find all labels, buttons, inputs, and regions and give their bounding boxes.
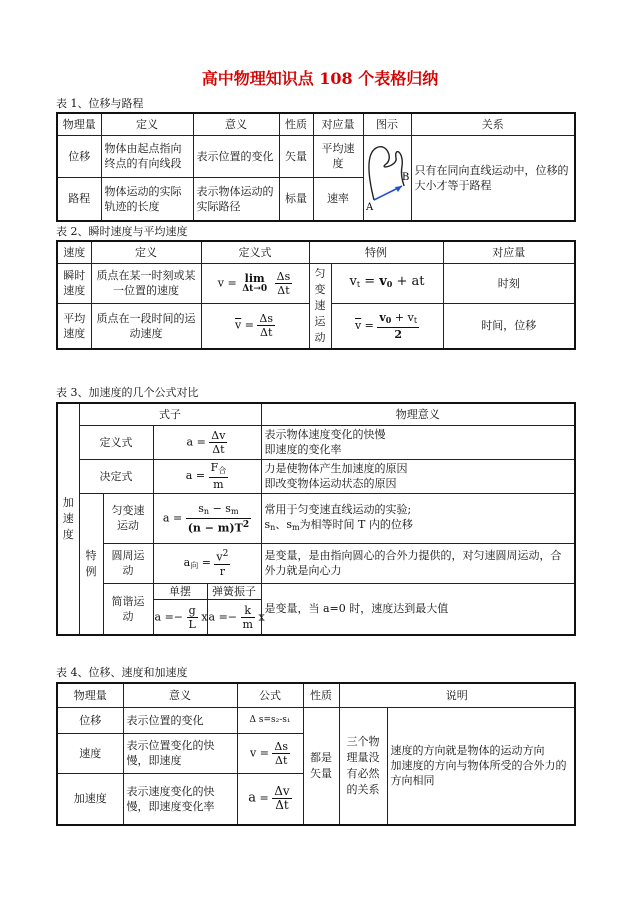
t2-header: 速度 [57,241,91,263]
t1-header: 关系 [411,113,575,135]
shm-spring-label: 弹簧振子 [207,584,261,600]
formula-var: s [198,501,204,515]
formula-sub: t [413,315,418,325]
formula-minus: − [212,501,222,515]
formula-den: Δt [275,798,289,813]
t3-header: 式子 [79,403,261,425]
t2-header: 特例 [309,241,443,263]
formula-var: x [201,610,208,623]
formula-sub: t [356,280,361,289]
note-line: 速度的方向就是物体的运动方向 [390,744,545,758]
formula-neg: − [173,610,183,623]
formula-den: Δt [260,326,273,340]
t1-header: 意义 [193,113,279,135]
separator: 、 [275,517,287,531]
t4-displacement-formula: Δ s=s₂-s₁ [237,707,303,733]
t4-header: 性质 [303,683,339,707]
t4-header: 意义 [123,683,237,707]
t4-row-name: 位移 [57,707,123,733]
t3-meaning: 是变量，当 a=0 时，速度达到最大值 [261,583,575,635]
t4-row-name: 速度 [57,733,123,773]
t2-row-name: 瞬时速度 [57,263,91,303]
t1-cell: 标量 [279,178,313,221]
formula-den: L [188,617,196,631]
t2-average-velocity-formula [201,303,309,349]
table3-caption: 表 3、加速度的几个公式对比 [56,386,199,399]
t1-cell: 位移 [57,135,101,178]
t4-note-left: 三个物理量没有必然的关系 [339,707,387,825]
t2-header: 定义式 [201,241,309,263]
formula-var: v [217,276,224,289]
formula-eq: = [364,274,376,289]
shm-pendulum-formula [154,600,208,634]
t2-special-case: 匀变速运动 [309,263,331,349]
t2-row-corr: 时间，位移 [443,303,575,349]
formula-eq: = [201,556,211,569]
formula-num: g [187,604,198,618]
page-title: 高中物理知识点 108 个表格归纳 [201,69,439,88]
formula-eq: = [227,276,237,289]
t1-cell: 物体运动的实际轨迹的长度 [101,178,193,221]
formula-var: v [349,274,357,289]
formula-var: v [249,746,257,759]
t4-header: 说明 [339,683,575,707]
formula-eq: = [164,610,174,623]
meaning-line: 表示物体速度变化的快慢 [264,428,386,441]
formula-sub: 合 [218,466,227,475]
t3-uniform-formula [153,493,261,543]
t3-meaning [261,493,575,543]
t4-note-right [387,707,575,825]
formula-eq: = [196,435,206,448]
formula-eq: = [218,610,228,623]
t2-row-def: 质点在一段时间的运动速度 [91,303,201,349]
t4-row-meaning: 表示位置变化的快慢，即速度 [123,733,237,773]
meaning-line: 常用于匀变速直线运动的实验; [264,502,412,516]
note-line: 加速度的方向与物体所受的合外力的方向相同 [390,759,567,788]
point-b-label: B [402,171,410,183]
t3-shm-cell [153,583,265,635]
meaning-line: 为相等时间 T 内的位移 [299,517,413,531]
t4-acceleration-formula [237,773,303,825]
formula-exp: 2 [242,519,250,530]
t4-header: 物理量 [57,683,123,707]
t2-instant-velocity-formula [201,263,309,303]
t3-row-name: 简谐运动 [103,583,153,635]
shm-pendulum-label: 单摆 [154,584,208,600]
table4 [56,682,576,826]
formula-term: + at [396,274,425,289]
t3-def-formula [153,425,261,459]
t3-determine-formula [153,459,261,493]
formula-var: a [154,610,162,623]
t4-row-meaning: 表示位置的变化 [123,707,237,733]
formula-var: $\overline{v}$ [234,318,242,332]
table2-caption: 表 2、瞬时速度与平均速度 [56,225,188,238]
formula-var: a [162,511,170,524]
t1-cell: 表示位置的变化 [193,135,279,178]
formula-num: Δs [276,269,291,283]
formula-den: r [219,564,226,578]
t1-relation: 只有在同向直线运动中，位移的大小才等于路程 [411,135,575,221]
formula-var: s [225,501,231,515]
table3 [56,402,576,636]
t3-row-name: 定义式 [79,425,153,459]
t4-header: 公式 [237,683,303,707]
formula-den: Δt [212,442,225,456]
t3-row-name: 决定式 [79,459,153,493]
table4-caption: 表 4、位移、速度和加速度 [56,666,188,679]
t2-row-name: 平均速度 [57,303,91,349]
formula-sub: n [203,506,210,516]
table1-caption: 表 1、位移与路程 [56,97,144,110]
point-a-label: A [366,201,374,213]
t3-circular-formula [153,543,261,583]
t1-cell: 表示物体运动的实际路径 [193,178,279,221]
table1 [56,112,576,222]
t1-cell: 速率 [313,178,363,221]
t3-meaning [261,459,575,493]
t1-header: 对应量 [313,113,363,135]
formula-neg: − [227,610,237,623]
formula-var: a [208,610,216,623]
t3-row-name: 匀变速运动 [103,493,153,543]
formula-lim: lim [244,271,265,285]
formula-lim-sub: Δt→0 [242,283,268,294]
formula-num: Δv [274,784,290,799]
formula-var: $\overline{v}$ [354,318,362,332]
t1-figure-cell [363,135,411,221]
t3-meaning [261,425,575,459]
t1-cell: 平均速度 [313,135,363,178]
formula-num: Δs [274,739,289,753]
shm-subtable [154,584,265,634]
formula-den: m [242,617,253,631]
t2-row-def: 质点在某一时刻或某一位置的速度 [91,263,201,303]
t1-header: 图示 [363,113,411,135]
t1-cell: 物体由起点指向终点的有向线段 [101,135,193,178]
formula-var: a [183,556,191,569]
t4-row-meaning: 表示速度变化的快慢，即速度变化率 [123,773,237,825]
formula-sub: 0 [386,279,393,289]
formula-num: k [241,604,255,618]
formula-den: Δt [275,753,288,767]
formula-sub: m [291,522,300,532]
formula-plus: + [394,310,405,324]
formula-var: x [258,610,265,623]
t2-row-corr: 时刻 [443,263,575,303]
formula-num: Δv [211,428,226,442]
meaning-line: 即速度的变化率 [264,443,342,456]
t1-header: 性质 [279,113,313,135]
formula-var: v [407,310,414,324]
t2-header: 对应量 [443,241,575,263]
formula-eq: = [259,746,269,759]
formula-var: s [264,517,271,531]
table2 [56,240,576,350]
formula-var: a [186,435,194,448]
meaning-line: 力是使物体产生加速度的原因 [264,462,408,475]
t3-special-label: 特例 [79,493,103,635]
formula-eq: = [172,511,183,524]
formula-var: s [286,517,292,531]
formula-den: m [213,478,224,491]
t3-side-label: 加速度 [57,403,79,635]
t4-velocity-formula [237,733,303,773]
formula-sub: m [230,506,239,516]
formula-var: v [379,310,386,324]
formula-num: Δs [259,312,274,326]
t2-vt-formula [331,263,443,303]
t2-header: 定义 [91,241,201,263]
formula-var: F [210,461,219,474]
formula-eq: = [195,469,206,482]
formula-den: (n − m)T [187,521,243,535]
formula-sub: 0 [385,314,392,325]
t1-cell: 路程 [57,178,101,221]
formula-sub: n [270,522,276,532]
formula-var: v [216,550,223,564]
t1-header: 物理量 [57,113,101,135]
formula-var: v [379,274,387,289]
t1-header: 定义 [101,113,193,135]
t4-row-name: 加速度 [57,773,123,825]
formula-var: a [185,469,193,482]
formula-den: 2 [394,327,403,341]
formula-sub: 向 [190,561,199,570]
t3-row-name: 圆周运动 [103,543,153,583]
shm-spring-formula [207,600,265,634]
t3-header: 物理意义 [261,403,575,425]
formula-den: Δt [277,283,290,297]
formula-eq: = [244,318,254,332]
t2-vbar-formula [331,303,443,349]
t1-cell: 矢量 [279,135,313,178]
formula-eq: = [259,791,269,805]
t3-meaning: 是变量，是由指向圆心的合外力提供的，对匀速圆周运动，合外力就是向心力 [261,543,575,583]
t4-nature: 都是矢量 [303,707,339,825]
formula-var: a [248,790,257,806]
formula-eq: = [364,318,374,332]
displacement-path-figure [364,136,410,216]
formula-exp: 2 [222,549,229,560]
meaning-line: 即改变物体运动状态的原因 [264,477,397,490]
